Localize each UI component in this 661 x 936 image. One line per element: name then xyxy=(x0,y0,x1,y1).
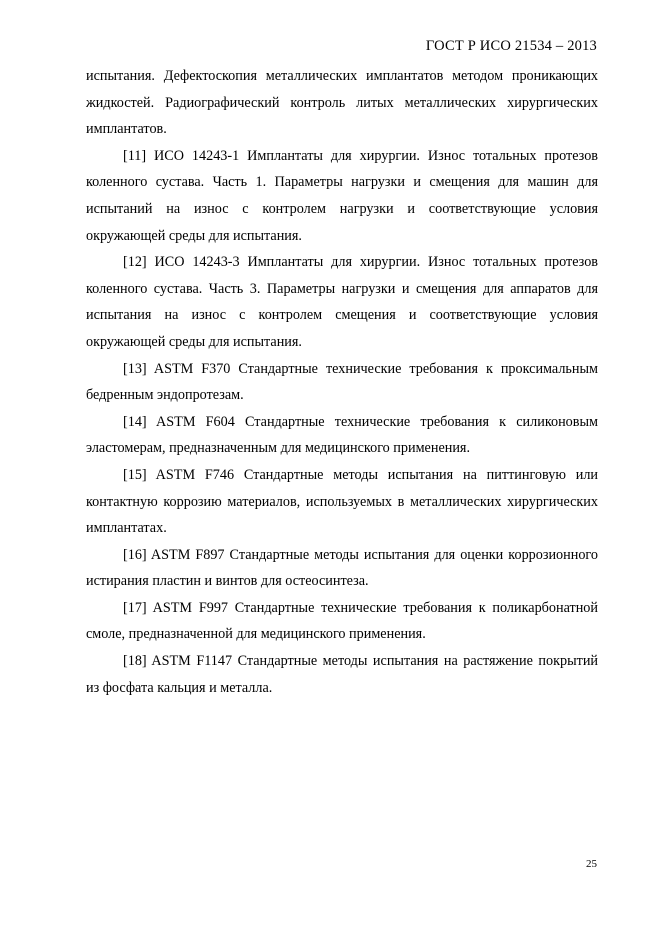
reference-16: [16] ASTM F897 Стандартные методы испытания для оценки коррозионного истирания пластин и винтов для остеосинтеза. xyxy=(86,546,598,590)
reference-15: [15] ASTM F746 Стандартные методы испытания на питтинговую или контактную коррозию материалов, используемых в металлических хирургических имплантатах. xyxy=(86,466,598,537)
reference-13: [13] ASTM F370 Стандартные технические требования к проксимальным бедренным эндопротезам. xyxy=(86,360,598,404)
paragraph-continuation: испытания. Дефектоскопия металлических имплантатов методом проникающих жидкостей. Радиографический контроль литых металлических хирургических имплантатов. xyxy=(86,68,598,138)
reference-17: [17] ASTM F997 Стандартные технические требования к поликарбонатной смоле, предназначенной для медицинского применения. xyxy=(86,599,598,643)
reference-18: [18] ASTM F1147 Стандартные методы испытания на растяжение покрытий из фосфата кальция и металла. xyxy=(86,653,598,696)
page-number: 25 xyxy=(586,858,597,870)
reference-12: [12] ИСО 14243-3 Имплантаты для хирургии. Износ тотальных протезов коленного сустава. Часть 3. Параметры нагрузки и смещения для аппаратов для испытания на износ с контролем смещения и соответствующие условия окружающей среды для испытания. xyxy=(86,254,598,350)
document-header: ГОСТ Р ИСО 21534 – 2013 xyxy=(425,38,597,54)
reference-14: [14] ASTM F604 Стандартные технические требования к силиконовым эластомерам, предназначенным для медицинского применения. xyxy=(86,413,598,457)
reference-11: [11] ИСО 14243-1 Имплантаты для хирургии. Износ тотальных протезов коленного сустава. Часть 1. Параметры нагрузки и смещения для машин для испытаний на износ с контролем нагрузки и соответствующие условия окружающей среды для испытания. xyxy=(86,147,598,244)
bibliography-section xyxy=(86,63,598,701)
